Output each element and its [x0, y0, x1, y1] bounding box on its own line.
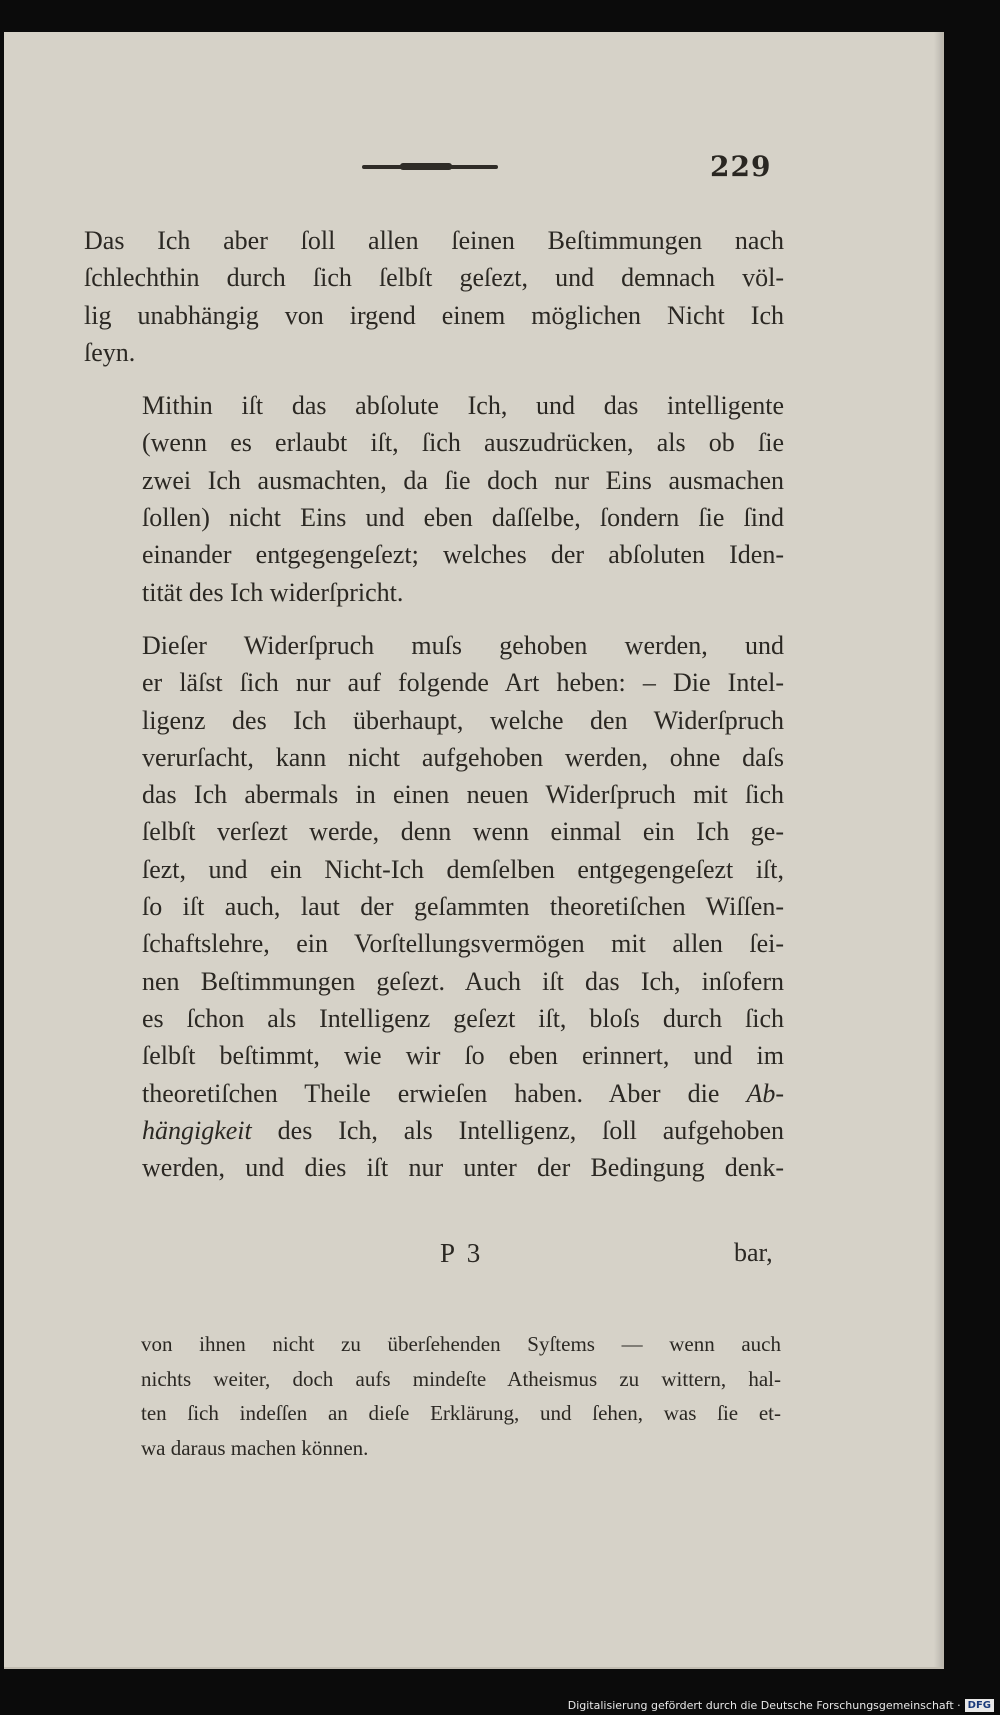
main-text [84, 222, 784, 1186]
page-number: 229 [710, 150, 772, 183]
text-line: ſollen) nicht Eins und eben daſſelbe, ſondern ſie ſind [142, 503, 784, 533]
text-line: Dieſer Widerſpruch muſs gehoben werden, und [142, 630, 784, 660]
credit-text: Digitalisierung gefördert durch die Deutsche Forschungsgemeinschaft · [567, 1699, 961, 1712]
footnote-line: wa daraus machen können. [141, 1435, 369, 1460]
text-segment: des Ich, als Intelligenz, ſoll aufgehoben [251, 1115, 784, 1145]
text-line: ſezt, und ein Nicht-Ich demſelben entgegengeſezt iſt, [142, 854, 784, 884]
text-line: ligenz des Ich überhaupt, welche den Widerſpruch [142, 705, 784, 735]
footnote [141, 1327, 781, 1465]
emphasized-word: hängigkeit [142, 1115, 252, 1145]
book-page [4, 32, 944, 1669]
footnote-line: ten ſich indeſſen an dieſe Erklärung, und ſehen, was ſie et- [141, 1401, 781, 1425]
text-line [84, 1112, 784, 1149]
text-line: Mithin iſt das abſolute Ich, und das intelligente [142, 391, 784, 421]
text-line: ſchlechthin durch ſich ſelbſt geſezt, und demnach völ- [84, 263, 784, 293]
emphasized-word: Ab- [746, 1078, 784, 1108]
text-line: das Ich abermals in einen neuen Widerſpruch mit ſich [142, 780, 784, 810]
text-line: ſelbſt verſezt werde, denn wenn einmal ein Ich ge- [142, 817, 784, 847]
paragraph-3 [84, 627, 784, 1186]
paragraph-2 [84, 387, 784, 611]
text-line: ſchaftslehre, ein Vorſtellungsvermögen mit allen ſei- [142, 929, 784, 959]
signature-mark: P 3 [440, 1238, 484, 1268]
text-line: Das Ich aber ſoll allen ſeinen Beſtimmungen nach [84, 226, 784, 255]
text-line: er läſst ſich nur auf folgende Art heben: – Die Intel- [142, 668, 784, 698]
text-line: verurſacht, kann nicht aufgehoben werden, ohne daſs [142, 742, 784, 772]
text-segment: theoretiſchen Theile erwieſen haben. Aber die [142, 1078, 747, 1108]
dfg-logo: DFG [965, 1699, 994, 1712]
text-line: lig unabhängig von irgend einem möglichen Nicht Ich [84, 300, 784, 330]
text-line: zwei Ich ausmachten, da ſie doch nur Eins ausmachen [142, 465, 784, 495]
text-line: ſelbſt beſtimmt, wie wir ſo eben erinnert, und im [142, 1041, 784, 1071]
text-line: werden, und dies iſt nur unter der Bedingung denk- [142, 1153, 784, 1183]
text-line: ſeyn. [84, 337, 136, 367]
paragraph-1 [84, 222, 784, 371]
digitization-credit [568, 1699, 994, 1712]
text-line: einander entgegengeſezt; welches der abſoluten Iden- [142, 540, 784, 570]
catchword: bar, [734, 1238, 773, 1267]
header-rule [362, 165, 498, 169]
text-line: nen Beſtimmungen geſezt. Auch iſt das Ich, inſofern [142, 966, 784, 996]
text-line [84, 1075, 784, 1112]
text-line: tität des Ich widerſpricht. [142, 577, 404, 607]
footnote-line: nichts weiter, doch aufs mindeſte Atheismus zu wittern, hal- [141, 1366, 781, 1391]
footnote-line: von ihnen nicht zu überſehenden Syſtems — wenn auch [141, 1332, 781, 1356]
text-line: (wenn es erlaubt iſt, ſich auszudrücken, als ob ſie [142, 428, 784, 458]
text-line: ſo iſt auch, laut der geſammten theoretiſchen Wiſſen- [142, 892, 784, 922]
text-line: es ſchon als Intelligenz geſezt iſt, bloſs durch ſich [142, 1003, 784, 1033]
